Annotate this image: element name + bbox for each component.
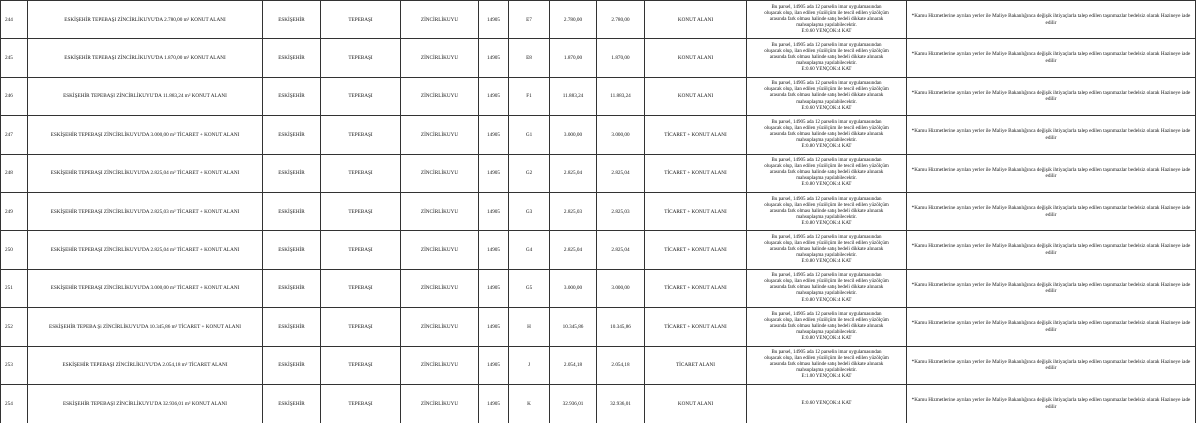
zoning-type-cell: TİCARET + KONUT ALANI <box>645 116 747 154</box>
table-row <box>1 346 1196 384</box>
table-row <box>1 269 1196 307</box>
neighborhood-cell: ZİNCİRLİKUYU <box>401 308 479 346</box>
description-line: mahsuplaşma yapılabilecektir. <box>796 137 857 143</box>
description-line: arasında fark olması halinde satış bedeli dikkate alınarak <box>769 93 884 99</box>
note-line: edilir <box>1045 58 1057 65</box>
description-line: arasında fark olması halinde satış bedeli dikkate alınarak <box>769 362 884 368</box>
zoning-type-cell: TİCARET + KONUT ALANI <box>645 154 747 192</box>
note-line: edilir <box>1045 19 1057 26</box>
description-line: E:0.80 YENÇOK:4 KAT <box>801 182 852 188</box>
description-line: E:0.80 YENÇOK:4 KAT <box>801 297 852 303</box>
table-row <box>1 192 1196 230</box>
row-number-cell: 245 <box>1 39 28 77</box>
parcel-number-cell: G1 <box>509 116 550 154</box>
district-cell: TEPEBAŞI <box>321 1 401 39</box>
neighborhood-cell: ZİNCİRLİKUYU <box>401 346 479 384</box>
description-cell <box>747 192 907 230</box>
neighborhood-cell: ZİNCİRLİKUYU <box>401 1 479 39</box>
share-area-cell: 3.000,00 <box>597 116 645 154</box>
description-line: Bu parsel, 14905 ada 12 parselin imar uygulamasından <box>771 196 882 202</box>
district-cell: TEPEBAŞI <box>321 77 401 115</box>
neighborhood-cell: ZİNCİRLİKUYU <box>401 39 479 77</box>
note-line: edilir <box>1045 134 1057 141</box>
row-number-cell: 253 <box>1 346 28 384</box>
parcel-title-cell: ESKİŞEHİR TEPEBAŞI ZİNCİRLİKUYU'DA 3.000,00 m² TİCARET + KONUT ALANI <box>28 116 263 154</box>
table-body <box>1 1 1196 423</box>
row-number-cell: 250 <box>1 231 28 269</box>
neighborhood-cell: ZİNCİRLİKUYU <box>401 154 479 192</box>
description-line: Bu parsel, 14905 ada 12 parselin imar uygulamasından <box>771 119 882 125</box>
note-cell <box>907 116 1196 154</box>
note-line: *Kamu Hizmetlerine ayrılan yerler ile Maliye Bakanlığınca değişik ihtiyaçlarla talep edilen taşınmazlar bedelsiz olarak Hazineye iade <box>911 320 1191 327</box>
note-line: *Kamu Hizmetlerine ayrılan yerler ile Maliye Bakanlığınca değişik ihtiyaçlarla talep edilen taşınmazlar bedelsiz olarak Hazineye iade <box>911 166 1191 173</box>
row-number-cell: 248 <box>1 154 28 192</box>
note-cell <box>907 1 1196 39</box>
province-cell: ESKİŞEHİR <box>263 116 321 154</box>
zoning-type-cell: KONUT ALANI <box>645 39 747 77</box>
province-cell: ESKİŞEHİR <box>263 154 321 192</box>
area-cell: 2.825,04 <box>550 154 597 192</box>
zoning-type-cell: TİCARET + KONUT ALANI <box>645 231 747 269</box>
share-area-cell: 1.870,00 <box>597 39 645 77</box>
description-cell <box>747 154 907 192</box>
note-line: *Kamu Hizmetlerine ayrılan yerler ile Maliye Bakanlığınca değişik ihtiyaçlarla talep edilen taşınmazlar bedelsiz olarak Hazineye iade <box>911 51 1191 58</box>
parcel-number-cell: G3 <box>509 192 550 230</box>
description-line: arasında fark olması halinde satış bedeli dikkate alınarak <box>769 16 884 22</box>
zoning-type-cell: KONUT ALANI <box>645 77 747 115</box>
table-row <box>1 384 1196 422</box>
neighborhood-cell: ZİNCİRLİKUYU <box>401 116 479 154</box>
table-row <box>1 39 1196 77</box>
row-number-cell: 251 <box>1 269 28 307</box>
note-line: edilir <box>1045 211 1057 218</box>
note-line: *Kamu Hizmetlerine ayrılan yerler ile Maliye Bakanlığınca değişik ihtiyaçlarla talep edilen taşınmazlar bedelsiz olarak Hazineye iade <box>911 243 1191 250</box>
province-cell: ESKİŞEHİR <box>263 346 321 384</box>
parcel-title-cell: ESKİŞEHİR TEPEBAŞI ZİNCİRLİKUYU'DA 2.825,03 m² TİCARET + KONUT ALANI <box>28 192 263 230</box>
share-area-cell: 2.780,00 <box>597 1 645 39</box>
note-cell <box>907 192 1196 230</box>
note-cell <box>907 231 1196 269</box>
table-row <box>1 308 1196 346</box>
parcel-title-cell: ESKİŞEHİR TEPEBAŞI ZİNCİRLİKUYU'DA 3.000,00 m² TİCARET + KONUT ALANI <box>28 269 263 307</box>
block-number-cell: 14905 <box>479 39 509 77</box>
block-number-cell: 14905 <box>479 77 509 115</box>
description-line: mahsuplaşma yapılabilecektir. <box>796 214 857 220</box>
block-number-cell: 14905 <box>479 384 509 422</box>
table-row <box>1 154 1196 192</box>
province-cell: ESKİŞEHİR <box>263 269 321 307</box>
table-row <box>1 77 1196 115</box>
province-cell: ESKİŞEHİR <box>263 77 321 115</box>
parcel-title-cell: ESKİŞEHİR TEPEBAŞI ZİNCİRLİKUYU'DA 32.936,01 m² KONUT ALANI <box>28 384 263 422</box>
area-cell: 1.870,00 <box>550 39 597 77</box>
note-cell <box>907 308 1196 346</box>
table-row <box>1 116 1196 154</box>
description-line: E:0.60 YENÇOK:4 KAT <box>801 400 852 406</box>
description-line: E:0.80 YENÇOK:4 KAT <box>801 259 852 265</box>
description-cell <box>747 39 907 77</box>
area-cell: 2.825,04 <box>550 231 597 269</box>
parcel-number-cell: G2 <box>509 154 550 192</box>
parcel-number-cell: G4 <box>509 231 550 269</box>
description-line: oluşacak olup, ilan edilen yüzölçüm ile tescil edilen yüzölçüm <box>764 240 889 246</box>
parcel-number-cell: J <box>509 346 550 384</box>
zoning-type-cell: TİCARET + KONUT ALANI <box>645 192 747 230</box>
description-cell <box>747 384 907 422</box>
parcel-number-cell: E8 <box>509 39 550 77</box>
row-number-cell: 247 <box>1 116 28 154</box>
district-cell: TEPEBAŞI <box>321 154 401 192</box>
parcel-number-cell: K <box>509 384 550 422</box>
zoning-type-cell: KONUT ALANI <box>645 1 747 39</box>
row-number-cell: 244 <box>1 1 28 39</box>
description-line: arasında fark olması halinde satış bedeli dikkate alınarak <box>769 323 884 329</box>
parcel-number-cell: G5 <box>509 269 550 307</box>
description-line: E:0.80 YENÇOK:4 KAT <box>801 220 852 226</box>
area-cell: 2.825,03 <box>550 192 597 230</box>
share-area-cell: 2.825,03 <box>597 192 645 230</box>
zoning-type-cell: TİCARET + KONUT ALANI <box>645 269 747 307</box>
parcel-number-cell: E7 <box>509 1 550 39</box>
description-line: oluşacak olup, ilan edilen yüzölçüm ile tescil edilen yüzölçüm <box>764 10 889 16</box>
parcel-title-cell: ESKİŞEHİR TEPEBAŞI ZİNCİRLİKUYU'DA 2.825,04 m² TİCARET + KONUT ALANI <box>28 231 263 269</box>
description-line: oluşacak olup, ilan edilen yüzölçüm ile tescil edilen yüzölçüm <box>764 87 889 93</box>
description-cell <box>747 269 907 307</box>
share-area-cell: 2.825,04 <box>597 231 645 269</box>
province-cell: ESKİŞEHİR <box>263 384 321 422</box>
block-number-cell: 14905 <box>479 116 509 154</box>
neighborhood-cell: ZİNCİRLİKUYU <box>401 269 479 307</box>
block-number-cell: 14905 <box>479 231 509 269</box>
province-cell: ESKİŞEHİR <box>263 192 321 230</box>
note-cell <box>907 154 1196 192</box>
province-cell: ESKİŞEHİR <box>263 39 321 77</box>
description-line: E:0.60 YENÇOK:4 KAT <box>801 105 852 111</box>
description-line: Bu parsel, 14905 ada 12 parselin imar uygulamasından <box>771 350 882 356</box>
district-cell: TEPEBAŞI <box>321 116 401 154</box>
note-line: *Kamu Hizmetlerine ayrılan yerler ile Maliye Bakanlığınca değişik ihtiyaçlarla talep edilen taşınmazlar bedelsiz olarak Hazineye iade <box>911 205 1191 212</box>
description-cell <box>747 1 907 39</box>
description-line: E:0.80 YENÇOK:4 KAT <box>801 335 852 341</box>
area-cell: 32.936,01 <box>550 384 597 422</box>
row-number-cell: 249 <box>1 192 28 230</box>
description-line: arasında fark olması halinde satış bedeli dikkate alınarak <box>769 285 884 291</box>
block-number-cell: 14905 <box>479 269 509 307</box>
share-area-cell: 3.000,00 <box>597 269 645 307</box>
share-area-cell: 10.345,86 <box>597 308 645 346</box>
description-line: oluşacak olup, ilan edilen yüzölçüm ile tescil edilen yüzölçüm <box>764 279 889 285</box>
note-cell <box>907 384 1196 422</box>
description-line: arasında fark olması halinde satış bedeli dikkate alınarak <box>769 131 884 137</box>
description-line: Bu parsel, 14905 ada 12 parselin imar uygulamasından <box>771 42 882 48</box>
province-cell: ESKİŞEHİR <box>263 308 321 346</box>
note-line: *Kamu Hizmetlerine ayrılan yerler ile Maliye Bakanlığınca değişik ihtiyaçlarla talep edilen taşınmazlar bedelsiz olarak Hazineye iade <box>911 128 1191 135</box>
district-cell: TEPEBAŞI <box>321 192 401 230</box>
district-cell: TEPEBAŞI <box>321 384 401 422</box>
description-line: E:0.60 YENÇOK:4 KAT <box>801 67 852 73</box>
parcel-title-cell: ESKİŞEHİR TEPEBAŞI ZİNCİRLİKUYU'DA 2.054,18 m² TİCARET ALANI <box>28 346 263 384</box>
parcel-number-cell: F1 <box>509 77 550 115</box>
note-line: edilir <box>1045 250 1057 257</box>
description-line: Bu parsel, 14905 ada 12 parselin imar uygulamasından <box>771 4 882 10</box>
note-line: edilir <box>1045 173 1057 180</box>
share-area-cell: 2.054,18 <box>597 346 645 384</box>
note-cell <box>907 77 1196 115</box>
description-cell <box>747 231 907 269</box>
row-number-cell: 254 <box>1 384 28 422</box>
area-cell: 2.780,00 <box>550 1 597 39</box>
note-line: *Kamu Hizmetlerine ayrılan yerler ile Maliye Bakanlığınca değişik ihtiyaçlarla talep edilen taşınmazlar bedelsiz olarak Hazineye iade <box>911 89 1191 96</box>
note-line: edilir <box>1045 96 1057 103</box>
description-line: arasında fark olması halinde satış bedeli dikkate alınarak <box>769 55 884 61</box>
share-area-cell: 2.825,04 <box>597 154 645 192</box>
note-line: edilir <box>1045 288 1057 295</box>
parcel-title-cell: ESKİŞEHİR TEPEBAŞI ZİNCİRLİKUYU'DA 11.883,24 m² KONUT ALANI <box>28 77 263 115</box>
block-number-cell: 14905 <box>479 192 509 230</box>
description-line: mahsuplaşma yapılabilecektir. <box>796 176 857 182</box>
description-line: E:0.80 YENÇOK:4 KAT <box>801 143 852 149</box>
description-line: mahsuplaşma yapılabilecektir. <box>796 253 857 259</box>
description-cell <box>747 308 907 346</box>
note-line: *Kamu Hizmetlerine ayrılan yerler ile Maliye Bakanlığınca değişik ihtiyaçlarla talep edilen taşınmazlar bedelsiz olarak Hazineye iade <box>911 13 1191 20</box>
district-cell: TEPEBAŞI <box>321 39 401 77</box>
description-line: Bu parsel, 14905 ada 12 parselin imar uygulamasından <box>771 234 882 240</box>
neighborhood-cell: ZİNCİRLİKUYU <box>401 192 479 230</box>
row-number-cell: 252 <box>1 308 28 346</box>
parcel-title-cell: ESKİŞEHİR TEPEBAŞI ZİNCİRLİKUYU'DA 1.870,00 m² KONUT ALANI <box>28 39 263 77</box>
block-number-cell: 14905 <box>479 308 509 346</box>
row-number-cell: 246 <box>1 77 28 115</box>
area-cell: 3.000,00 <box>550 116 597 154</box>
province-cell: ESKİŞEHİR <box>263 231 321 269</box>
neighborhood-cell: ZİNCİRLİKUYU <box>401 231 479 269</box>
description-cell <box>747 346 907 384</box>
description-line: oluşacak olup, ilan edilen yüzölçüm ile tescil edilen yüzölçüm <box>764 202 889 208</box>
note-cell <box>907 39 1196 77</box>
note-line: *Kamu Hizmetlerine ayrılan yerler ile Maliye Bakanlığınca değişik ihtiyaçlarla talep edilen taşınmazlar bedelsiz olarak Hazineye iade <box>911 358 1191 365</box>
parcel-title-cell: ESKİŞEHİR TEPEBA Şi ZİNCİRLİKUYU'DA 10.345,86 m² TİCARET + KONUT ALANI <box>28 308 263 346</box>
province-cell: ESKİŞEHİR <box>263 1 321 39</box>
description-line: mahsuplaşma yapılabilecektir. <box>796 99 857 105</box>
block-number-cell: 14905 <box>479 346 509 384</box>
zoning-type-cell: KONUT ALANI <box>645 384 747 422</box>
description-line: oluşacak olup, ilan edilen yüzölçüm ile tescil edilen yüzölçüm <box>764 49 889 55</box>
note-line: edilir <box>1045 326 1057 333</box>
note-cell <box>907 346 1196 384</box>
district-cell: TEPEBAŞI <box>321 308 401 346</box>
area-cell: 2.054,18 <box>550 346 597 384</box>
zoning-type-cell: TİCARET + KONUT ALANI <box>645 308 747 346</box>
table-row <box>1 1 1196 39</box>
parcel-title-cell: ESKİŞEHİR TEPEBAŞI ZİNCİRLİKUYU'DA 2.825,04 m² TİCARET + KONUT ALANI <box>28 154 263 192</box>
description-line: mahsuplaşma yapılabilecektir. <box>796 291 857 297</box>
description-line: oluşacak olup, ilan edilen yüzölçüm ile tescil edilen yüzölçüm <box>764 317 889 323</box>
zoning-type-cell: TİCARET ALANI <box>645 346 747 384</box>
description-line: oluşacak olup, ilan edilen yüzölçüm ile tescil edilen yüzölçüm <box>764 125 889 131</box>
neighborhood-cell: ZİNCİRLİKUYU <box>401 384 479 422</box>
description-line: mahsuplaşma yapılabilecektir. <box>796 22 857 28</box>
description-line: oluşacak olup, ilan edilen yüzölçüm ile tescil edilen yüzölçüm <box>764 164 889 170</box>
district-cell: TEPEBAŞI <box>321 346 401 384</box>
description-line: arasında fark olması halinde satış bedeli dikkate alınarak <box>769 247 884 253</box>
note-line: *Kamu Hizmetlerine ayrılan yerler ile Maliye Bakanlığınca değişik ihtiyaçlarla talep edilen taşınmazlar bedelsiz olarak Hazineye iade <box>911 281 1191 288</box>
description-line: oluşacak olup, ilan edilen yüzölçüm ile tescil edilen yüzölçüm <box>764 356 889 362</box>
description-line: E:0.60 YENÇOK:4 KAT <box>801 28 852 34</box>
description-line: mahsuplaşma yapılabilecektir. <box>796 329 857 335</box>
parcel-number-cell: H <box>509 308 550 346</box>
district-cell: TEPEBAŞI <box>321 231 401 269</box>
description-cell <box>747 77 907 115</box>
share-area-cell: 11.883,24 <box>597 77 645 115</box>
description-cell <box>747 116 907 154</box>
description-line: arasında fark olması halinde satış bedeli dikkate alınarak <box>769 170 884 176</box>
description-line: mahsuplaşma yapılabilecektir. <box>796 368 857 374</box>
description-line: mahsuplaşma yapılabilecektir. <box>796 61 857 67</box>
description-line: Bu parsel, 14905 ada 12 parselin imar uygulamasından <box>771 158 882 164</box>
note-line: edilir <box>1045 365 1057 372</box>
description-line: E:1.00 YENÇOK:4 KAT <box>801 374 852 380</box>
note-line: *Kamu Hizmetlerine ayrılan yerler ile Maliye Bakanlığınca değişik ihtiyaçlarla talep edilen taşınmazlar bedelsiz olarak Hazineye iade <box>911 397 1191 404</box>
description-line: arasında fark olması halinde satış bedeli dikkate alınarak <box>769 208 884 214</box>
block-number-cell: 14905 <box>479 154 509 192</box>
area-cell: 3.000,00 <box>550 269 597 307</box>
description-line: Bu parsel, 14905 ada 12 parselin imar uygulamasından <box>771 311 882 317</box>
description-line: Bu parsel, 14905 ada 12 parselin imar uygulamasından <box>771 81 882 87</box>
area-cell: 11.883,24 <box>550 77 597 115</box>
table-row <box>1 231 1196 269</box>
note-cell <box>907 269 1196 307</box>
note-line: edilir <box>1045 403 1057 410</box>
neighborhood-cell: ZİNCİRLİKUYU <box>401 77 479 115</box>
area-cell: 10.345,86 <box>550 308 597 346</box>
share-area-cell: 32.936,01 <box>597 384 645 422</box>
district-cell: TEPEBAŞI <box>321 269 401 307</box>
block-number-cell: 14905 <box>479 1 509 39</box>
parcel-title-cell: ESKİŞEHİR TEPEBAŞI ZİNCİRLİKUYU'DA 2.780,00 m² KONUT ALANI <box>28 1 263 39</box>
description-line: Bu parsel, 14905 ada 12 parselin imar uygulamasından <box>771 273 882 279</box>
